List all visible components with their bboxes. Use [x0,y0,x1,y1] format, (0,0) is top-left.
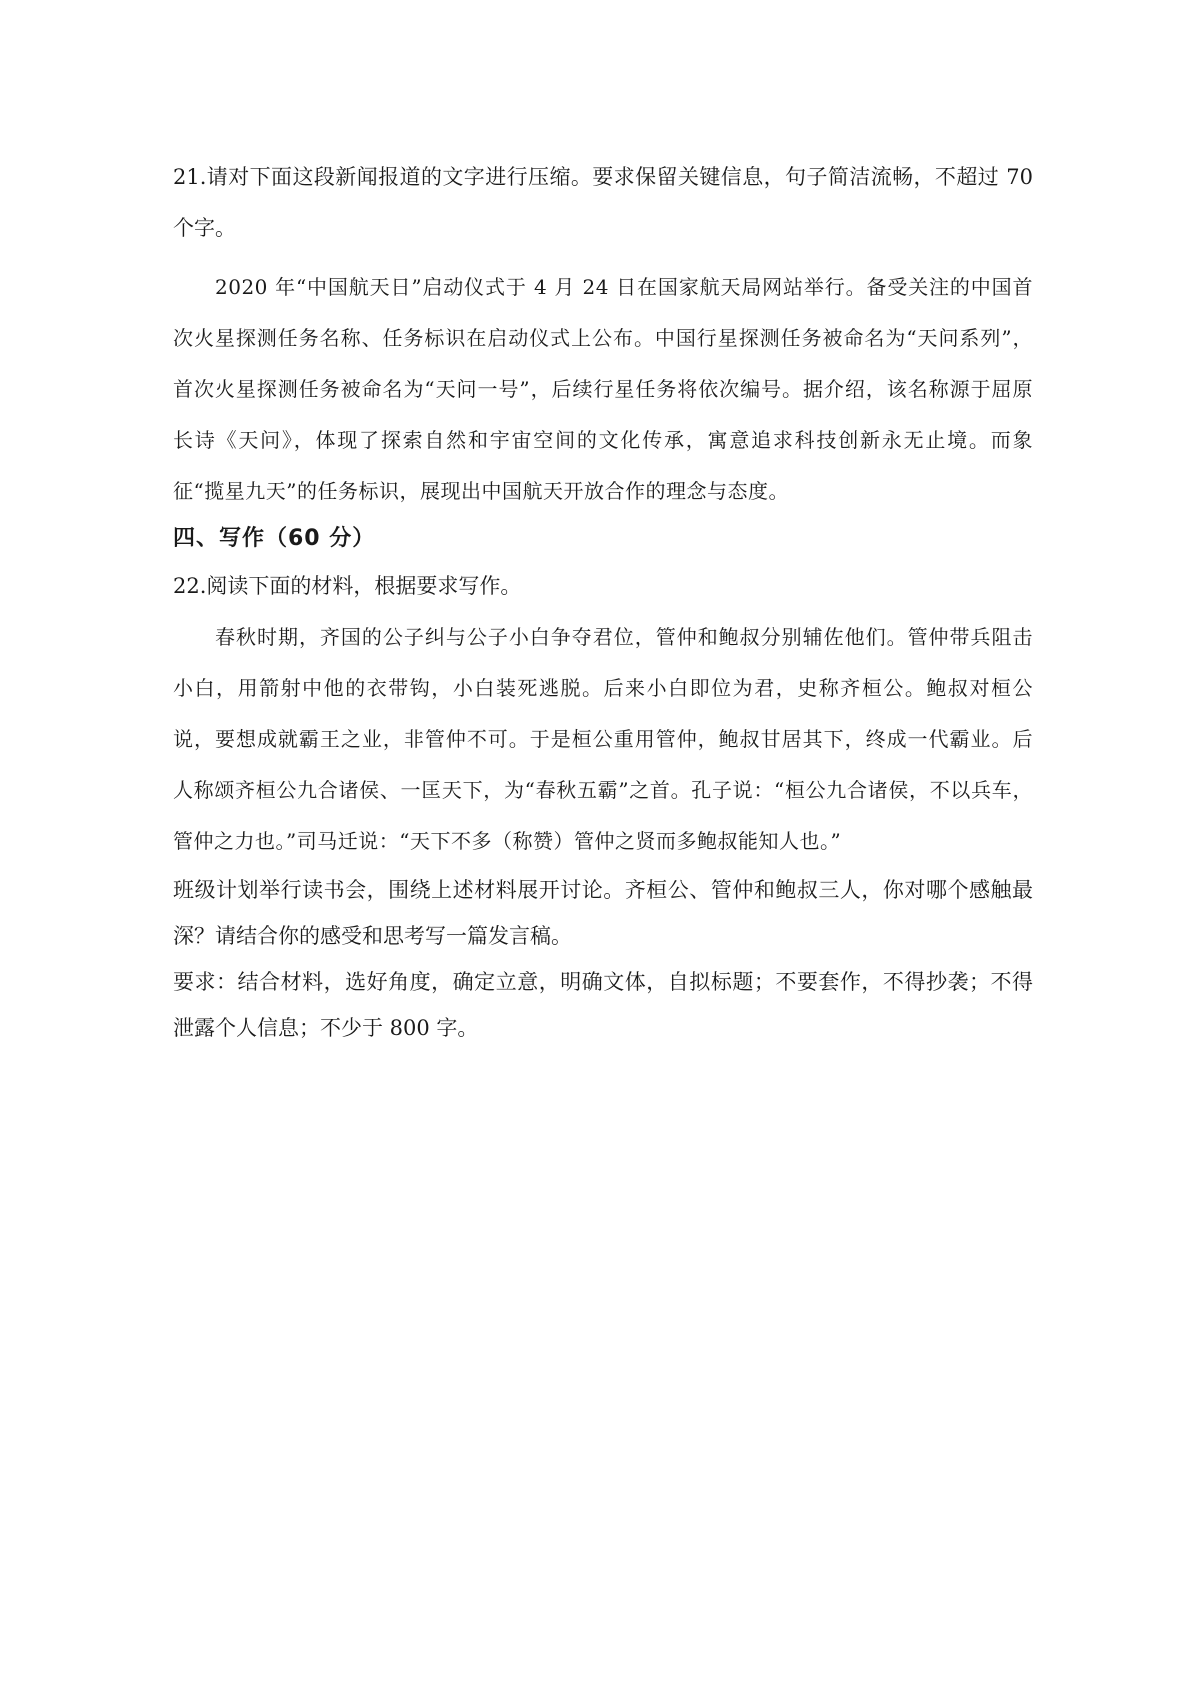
question-22-prompt: 22.阅读下面的材料，根据要求写作。 [173,574,522,598]
exam-page [173,152,1033,1051]
question-22-material: 春秋时期，齐国的公子纠与公子小白争夺君位，管仲和鲍叔分别辅佐他们。管仲带兵阻击小白，用箭射中他的衣带钩，小白装死逃脱。后来小白即位为君，史称齐桓公。鲍叔对桓公说，要想成就霸王之业，非管仲不可。于是桓公重用管仲，鲍叔甘居其下，终成一代霸业。后人称颂齐桓公九合诸侯、一匡天下，为“春秋五霸”之首。孔子说：“桓公九合诸侯，不以兵车，管仲之力也。”司马迁说：“天下不多（称赞）管仲之贤而多鲍叔能知人也。” [173,625,1033,853]
question-21-news-passage: 2020 年“中国航天日”启动仪式于 4 月 24 日在国家航天局网站举行。备受关注的中国首次火星探测任务名称、任务标识在启动仪式上公布。中国行星探测任务被命名为“天问系列”，首次火星探测任务被命名为“天问一号”，后续行星任务将依次编号。据介绍，该名称源于屈原长诗《天问》，体现了探索自然和宇宙空间的文化传承，寓意追求科技创新永无止境。而象征“揽星九天”的任务标识，展现出中国航天开放合作的理念与态度。 [173,275,1033,503]
section-4-heading: 四、写作（60 分） [173,526,376,551]
question-21-prompt: 21.请对下面这段新闻报道的文字进行压缩。要求保留关键信息，句子简洁流畅，不超过 70 个字。 [173,165,1033,240]
question-22-task: 班级计划举行读书会，围绕上述材料展开讨论。齐桓公、管仲和鲍叔三人，你对哪个感触最深？请结合你的感受和思考写一篇发言稿。 [173,878,1033,948]
question-22-requirements: 要求：结合材料，选好角度，确定立意，明确文体，自拟标题；不要套作，不得抄袭；不得泄露个人信息；不少于 800 字。 [173,970,1033,1040]
